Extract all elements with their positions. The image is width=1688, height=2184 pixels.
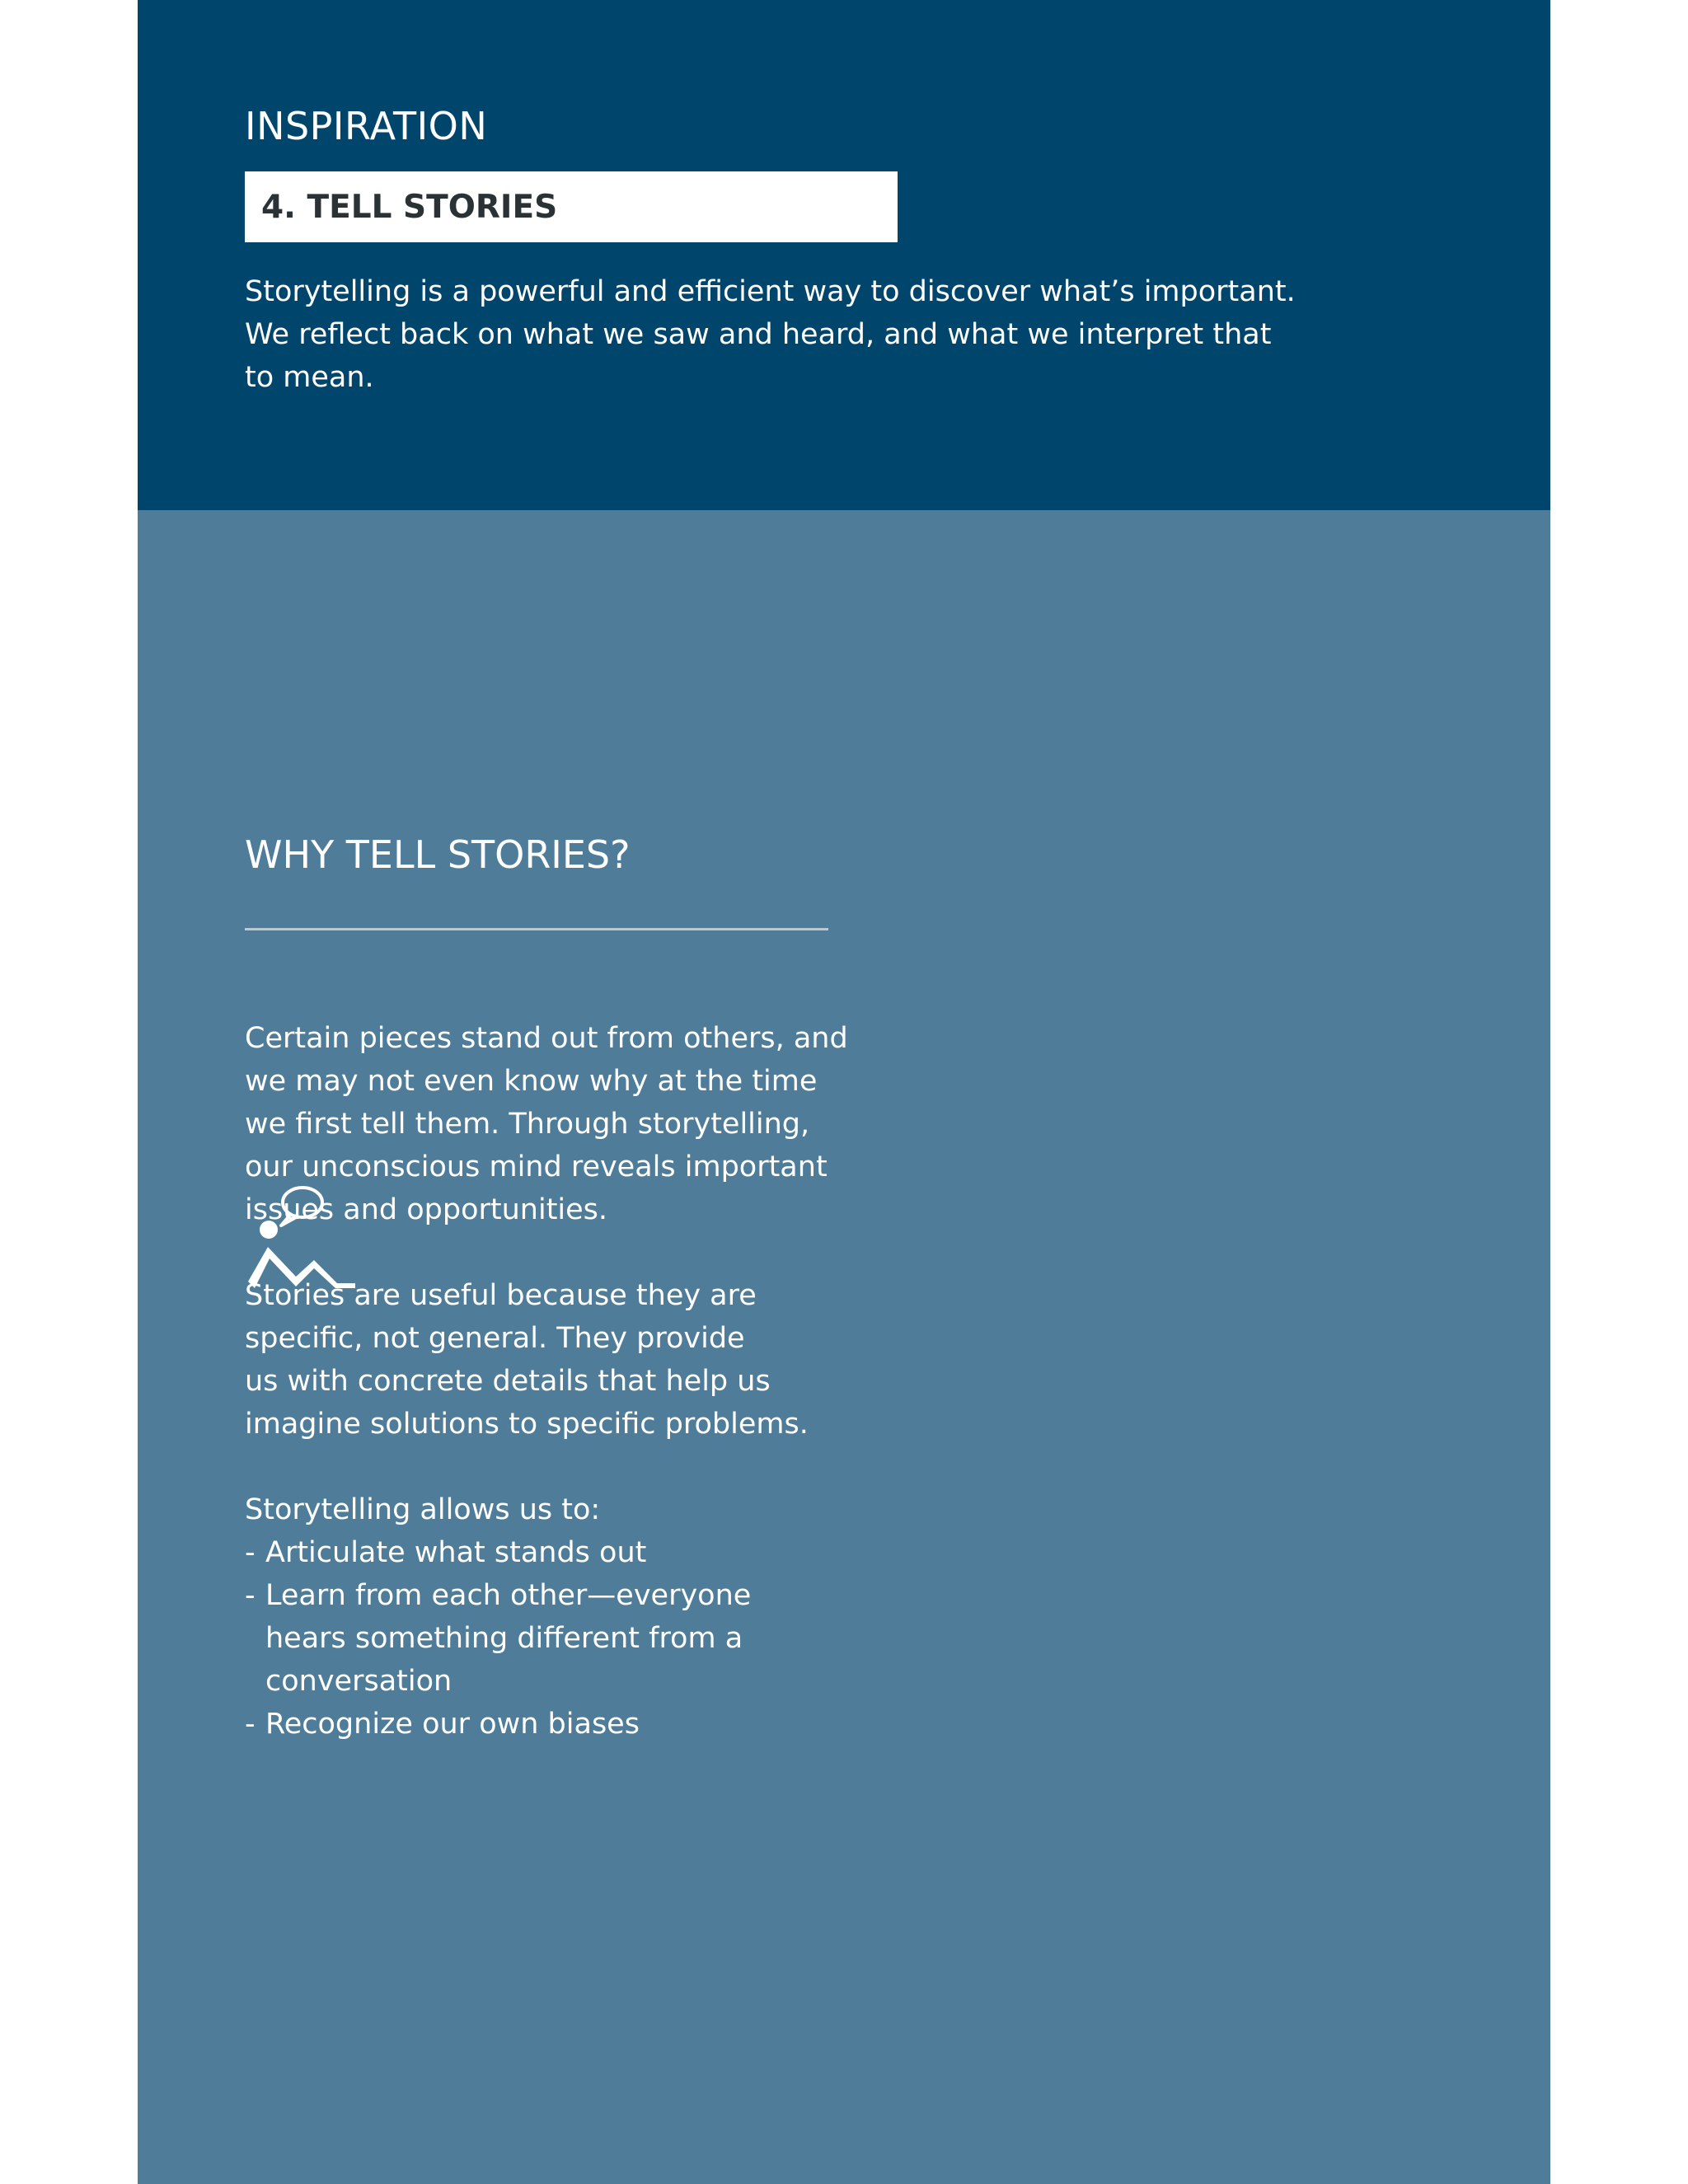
bullet-marker: -	[245, 1536, 256, 1569]
document-page	[138, 0, 1550, 2184]
bullet-marker: -	[245, 1708, 256, 1741]
paragraph-line: imagine solutions to specific problems.	[245, 1408, 809, 1441]
list-item-line: hears something different from a	[265, 1622, 743, 1655]
paragraph-line: us with concrete details that help us	[245, 1365, 771, 1398]
paragraph-line: issues and opportunities.	[245, 1193, 608, 1226]
list-item-line: Learn from each other—everyone	[265, 1579, 752, 1612]
list-item	[245, 1531, 871, 1574]
paragraph	[245, 1274, 871, 1446]
paragraph-line: we may not even know why at the time	[245, 1065, 818, 1098]
list-item-line: Recognize our own biases	[265, 1708, 640, 1741]
divider	[245, 928, 828, 930]
intro-text	[245, 270, 1296, 399]
paragraph-line: Certain pieces stand out from others, and	[245, 1022, 848, 1055]
list-item	[245, 1574, 871, 1703]
list-item-line: conversation	[265, 1665, 452, 1698]
body-band	[138, 510, 1550, 2184]
title-box	[245, 171, 898, 242]
section-heading: WHY TELL STORIES?	[245, 832, 631, 877]
page-title: 4. TELL STORIES	[261, 188, 558, 226]
paragraph-line: we first tell them. Through storytelling,	[245, 1108, 810, 1141]
intro-line: We reflect back on what we saw and heard, and what we interpret that	[245, 318, 1272, 351]
list-intro: Storytelling allows us to:	[245, 1493, 601, 1526]
intro-line: Storytelling is a powerful and efficient way to discover what’s important.	[245, 275, 1296, 308]
paragraph	[245, 1017, 871, 1231]
bullet-marker: -	[245, 1579, 256, 1612]
paragraph-line: our unconscious mind reveals important	[245, 1151, 828, 1183]
paragraph-line: Stories are useful because they are	[245, 1279, 757, 1312]
header-band	[138, 0, 1550, 510]
section-label: INSPIRATION	[245, 104, 488, 148]
paragraph-line: specific, not general. They provide	[245, 1322, 745, 1355]
list-item-line: Articulate what stands out	[265, 1536, 647, 1569]
intro-line: to mean.	[245, 361, 374, 394]
list-item	[245, 1703, 871, 1746]
benefits-list	[245, 1488, 871, 1746]
